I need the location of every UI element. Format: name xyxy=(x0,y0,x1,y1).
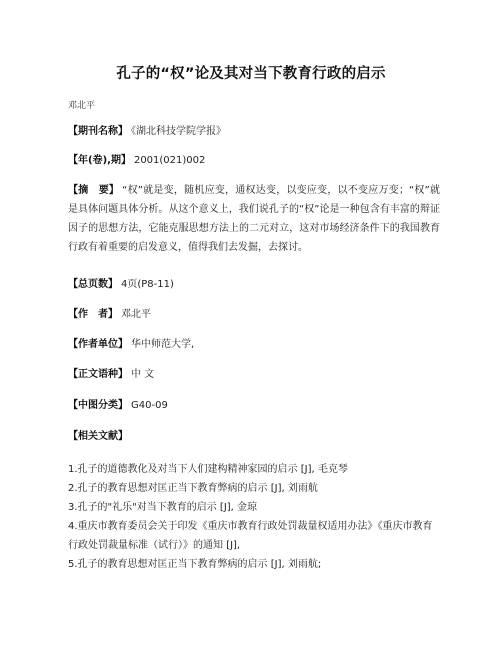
year-issue-label: 【年(卷),期】 xyxy=(68,155,131,166)
authors-field xyxy=(68,305,440,324)
language-label: 【正文语种】 xyxy=(68,369,128,380)
affiliation-field xyxy=(68,335,440,354)
abstract-value: “权”就是变，随机应变，通权达变，以变应变，以不变应万变；“权”就是具体问题具体分析。从这个意义上，我们说孔子的“权”论是一种包含有丰富的辩证因子的思想方法，它能克服思想方法上的二元对立，这对市场经济条件下的我国教育行政有着重要的启发意义，值得我们去发掘，去探讨。 xyxy=(68,185,440,253)
language-value: 中 文 xyxy=(131,369,155,380)
references-label: 【相关文献】 xyxy=(68,431,128,442)
classification-value: G40-09 xyxy=(131,400,168,411)
pages-value: 4页(P8-11) xyxy=(121,279,174,290)
references-list xyxy=(68,460,440,574)
year-issue-field xyxy=(68,151,440,170)
year-issue-value: 2001(021)002 xyxy=(133,155,206,166)
document-title: 孔子的“权”论及其对当下教育行政的启示 xyxy=(116,66,386,82)
affiliation-label: 【作者单位】 xyxy=(68,339,128,350)
reference-item: 5.孔子的教育思想对匡正当下教育弊病的启示 [J], 刘雨航; xyxy=(68,559,322,570)
affiliation-value: 华中师范大学, xyxy=(131,339,195,350)
author-line: 邓北平 xyxy=(68,101,96,111)
language-field xyxy=(68,365,440,384)
journal-field xyxy=(68,122,440,141)
reference-item: 1.孔子的道德教化及对当下人们建构精神家园的启示 [J], 毛克琴 xyxy=(68,464,348,475)
classification-label: 【中图分类】 xyxy=(68,400,128,411)
journal-label: 【期刊名称】 xyxy=(68,126,128,137)
references-heading xyxy=(68,427,440,446)
authors-value: 邓北平 xyxy=(121,309,151,320)
classification-field xyxy=(68,396,440,415)
pages-label: 【总页数】 xyxy=(68,279,118,290)
journal-value: 《湖北科技学院学报》 xyxy=(131,126,226,137)
reference-item: 2.孔子的教育思想对匡正当下教育弊病的启示 [J], 刘雨航 xyxy=(68,483,318,494)
abstract-label: 【摘 要】 xyxy=(68,185,120,196)
abstract-field xyxy=(68,181,440,257)
pages-field xyxy=(68,275,440,294)
reference-item: 4.重庆市教育委员会关于印发《重庆市教育行政处罚裁量权适用办法》《重庆市教育行政处罚裁量标准（试行）》的通知 [J], xyxy=(68,521,433,551)
authors-label: 【作 者】 xyxy=(68,309,118,320)
reference-item: 3.孔子的"礼乐"对当下教育的启示 [J], 金琼 xyxy=(68,502,258,513)
